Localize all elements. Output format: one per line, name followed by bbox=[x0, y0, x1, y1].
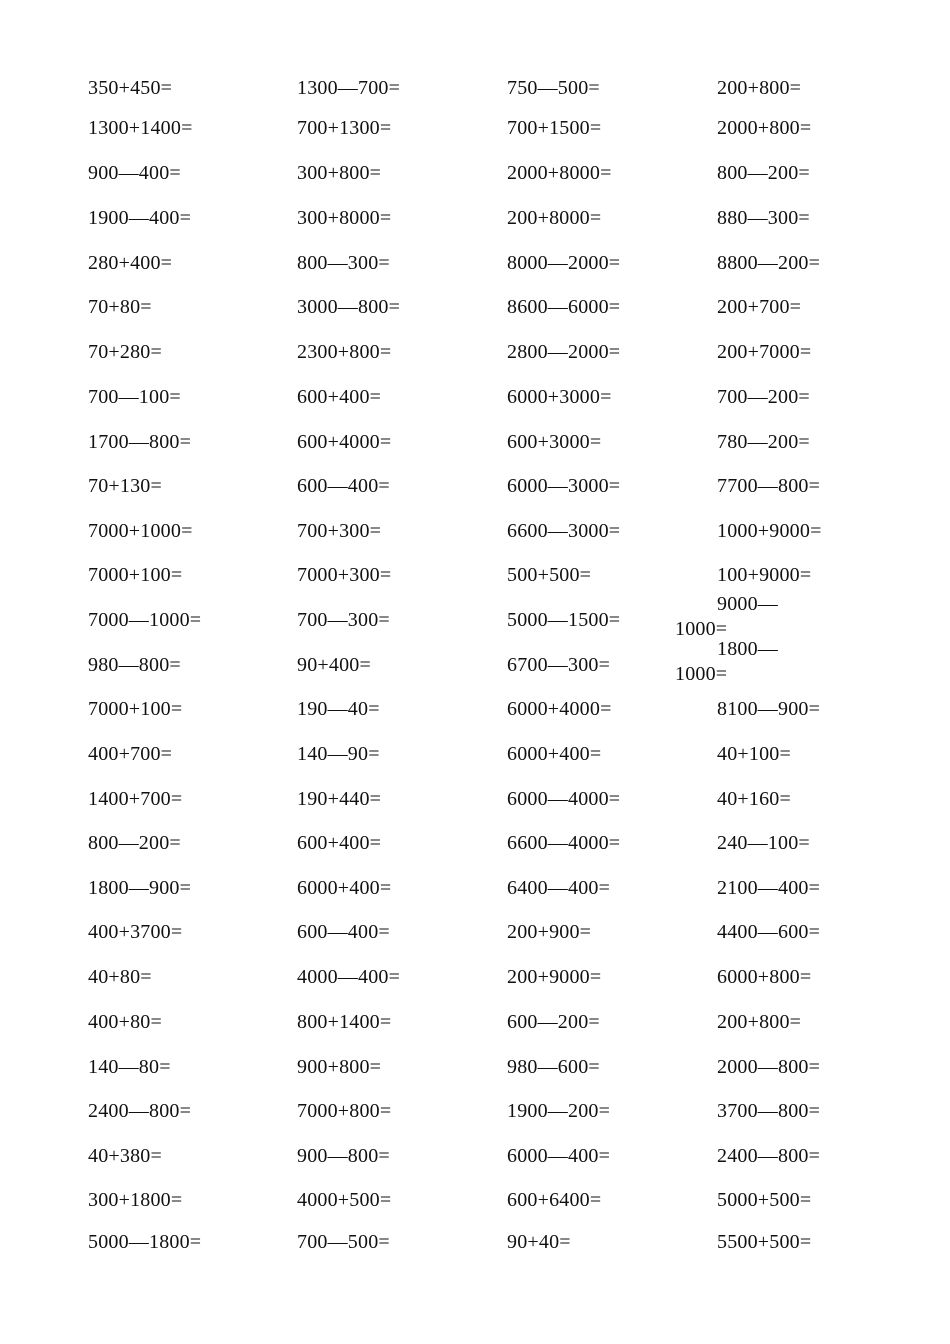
arithmetic-problem: 1400+700= bbox=[88, 788, 183, 810]
arithmetic-problem: 7000+300= bbox=[297, 564, 392, 586]
arithmetic-problem: 700+300= bbox=[297, 520, 382, 542]
arithmetic-problem: 2400—800= bbox=[717, 1145, 821, 1167]
problem-row bbox=[0, 593, 950, 642]
arithmetic-problem: 600—400= bbox=[297, 475, 390, 497]
arithmetic-problem: 1000+9000= bbox=[717, 520, 822, 542]
arithmetic-problem: 40+160= bbox=[717, 788, 791, 810]
arithmetic-problem: 90+40= bbox=[507, 1231, 571, 1253]
arithmetic-problem: 70+280= bbox=[88, 341, 162, 363]
arithmetic-problem: 6000—4000= bbox=[507, 788, 621, 810]
arithmetic-problem: 190+440= bbox=[297, 788, 382, 810]
arithmetic-problem: 6000+3000= bbox=[507, 386, 612, 408]
problem-row bbox=[0, 1220, 950, 1264]
arithmetic-problem: 900—800= bbox=[297, 1145, 390, 1167]
arithmetic-problem: 6000+400= bbox=[507, 743, 602, 765]
arithmetic-problem: 190—40= bbox=[297, 698, 380, 720]
arithmetic-problem: 6700—300= bbox=[507, 654, 611, 676]
arithmetic-problem: 6000+800= bbox=[717, 966, 812, 988]
arithmetic-problem: 7000—1000= bbox=[88, 609, 202, 631]
arithmetic-problem: 2100—400= bbox=[717, 877, 821, 899]
arithmetic-problem: 100+9000= bbox=[717, 564, 812, 586]
problem-row bbox=[0, 196, 950, 240]
problem-row bbox=[0, 821, 950, 865]
arithmetic-problem: 1900—400= bbox=[88, 207, 192, 229]
arithmetic-problem: 2000+8000= bbox=[507, 162, 612, 184]
problem-row bbox=[0, 638, 950, 687]
arithmetic-problem: 350+450= bbox=[88, 77, 173, 99]
problem-row bbox=[0, 1089, 950, 1133]
arithmetic-problem: 200+800= bbox=[717, 1011, 802, 1033]
arithmetic-problem: 240—100= bbox=[717, 832, 810, 854]
arithmetic-problem: 1300—700= bbox=[297, 77, 401, 99]
problem-row bbox=[0, 151, 950, 195]
arithmetic-problem: 2800—2000= bbox=[507, 341, 621, 363]
arithmetic-problem: 4000—400= bbox=[297, 966, 401, 988]
arithmetic-problem: 300+800= bbox=[297, 162, 382, 184]
arithmetic-problem: 300+8000= bbox=[297, 207, 392, 229]
problem-line-1: 1800— bbox=[717, 638, 778, 660]
problem-row bbox=[0, 553, 950, 597]
arithmetic-problem: 5000—1800= bbox=[88, 1231, 202, 1253]
arithmetic-problem: 1300+1400= bbox=[88, 117, 193, 139]
problem-row bbox=[0, 420, 950, 464]
arithmetic-problem: 280+400= bbox=[88, 252, 173, 274]
arithmetic-problem: 600+6400= bbox=[507, 1189, 602, 1211]
problem-row bbox=[0, 910, 950, 954]
problem-row bbox=[0, 955, 950, 999]
arithmetic-problem: 600+4000= bbox=[297, 431, 392, 453]
arithmetic-problem: 6000+4000= bbox=[507, 698, 612, 720]
problem-line-2: 1000= bbox=[675, 664, 728, 680]
arithmetic-problem: 90+400= bbox=[297, 654, 371, 676]
problem-row bbox=[0, 866, 950, 910]
arithmetic-problem: 800—200= bbox=[717, 162, 810, 184]
arithmetic-problem: 6400—400= bbox=[507, 877, 611, 899]
problem-row bbox=[0, 1178, 950, 1222]
arithmetic-problem: 140—80= bbox=[88, 1056, 171, 1078]
arithmetic-problem: 200+700= bbox=[717, 296, 802, 318]
arithmetic-problem: 1900—200= bbox=[507, 1100, 611, 1122]
problem-line-2: 1000= bbox=[675, 619, 728, 635]
arithmetic-problem: 700—300= bbox=[297, 609, 390, 631]
arithmetic-problem: 1800—900= bbox=[88, 877, 192, 899]
problem-row bbox=[0, 687, 950, 731]
arithmetic-problem: 7700—800= bbox=[717, 475, 821, 497]
arithmetic-problem: 6000—400= bbox=[507, 1145, 611, 1167]
arithmetic-problem: 980—600= bbox=[507, 1056, 600, 1078]
problem-row bbox=[0, 66, 950, 110]
arithmetic-problem: 40+380= bbox=[88, 1145, 162, 1167]
arithmetic-problem: 2000—800= bbox=[717, 1056, 821, 1078]
problem-row bbox=[0, 732, 950, 776]
arithmetic-problem: 2400—800= bbox=[88, 1100, 192, 1122]
arithmetic-problem: 3700—800= bbox=[717, 1100, 821, 1122]
arithmetic-problem: 2000+800= bbox=[717, 117, 812, 139]
arithmetic-problem: 800+1400= bbox=[297, 1011, 392, 1033]
arithmetic-problem: 7000+100= bbox=[88, 564, 183, 586]
arithmetic-problem: 5000—1500= bbox=[507, 609, 621, 631]
problem-row bbox=[0, 106, 950, 150]
arithmetic-problem: 600+400= bbox=[297, 832, 382, 854]
arithmetic-problem: 600—400= bbox=[297, 921, 390, 943]
arithmetic-problem: 700—200= bbox=[717, 386, 810, 408]
arithmetic-problem: 200+7000= bbox=[717, 341, 812, 363]
problem-row bbox=[0, 330, 950, 374]
arithmetic-problem: 780—200= bbox=[717, 431, 810, 453]
arithmetic-problem: 8800—200= bbox=[717, 252, 821, 274]
arithmetic-problem: 500+500= bbox=[507, 564, 592, 586]
arithmetic-problem: 200+900= bbox=[507, 921, 592, 943]
arithmetic-problem: 800—200= bbox=[88, 832, 181, 854]
arithmetic-problem: 70+80= bbox=[88, 296, 152, 318]
arithmetic-problem: 8100—900= bbox=[717, 698, 821, 720]
arithmetic-problem: 400+80= bbox=[88, 1011, 162, 1033]
arithmetic-problem: 8600—6000= bbox=[507, 296, 621, 318]
arithmetic-problem: 750—500= bbox=[507, 77, 600, 99]
problem-row bbox=[0, 777, 950, 821]
arithmetic-problem: 40+100= bbox=[717, 743, 791, 765]
arithmetic-problem: 200+800= bbox=[717, 77, 802, 99]
arithmetic-problem: 400+3700= bbox=[88, 921, 183, 943]
arithmetic-problem: 800—300= bbox=[297, 252, 390, 274]
arithmetic-problem: 300+1800= bbox=[88, 1189, 183, 1211]
arithmetic-problem: 6600—3000= bbox=[507, 520, 621, 542]
arithmetic-problem: 70+130= bbox=[88, 475, 162, 497]
problem-row bbox=[0, 464, 950, 508]
arithmetic-problem: 6600—4000= bbox=[507, 832, 621, 854]
arithmetic-problem: 900—400= bbox=[88, 162, 181, 184]
arithmetic-problem: 6000—3000= bbox=[507, 475, 621, 497]
problem-row bbox=[0, 1134, 950, 1178]
arithmetic-problem: 4000+500= bbox=[297, 1189, 392, 1211]
arithmetic-problem: 2300+800= bbox=[297, 341, 392, 363]
arithmetic-problem: 7000+800= bbox=[297, 1100, 392, 1122]
arithmetic-problem: 980—800= bbox=[88, 654, 181, 676]
arithmetic-problem: 700+1500= bbox=[507, 117, 602, 139]
problem-row bbox=[0, 241, 950, 285]
problem-row bbox=[0, 285, 950, 329]
arithmetic-problem: 7000+1000= bbox=[88, 520, 193, 542]
arithmetic-problem: 5000+500= bbox=[717, 1189, 812, 1211]
problem-row bbox=[0, 1000, 950, 1044]
arithmetic-problem: 4400—600= bbox=[717, 921, 821, 943]
arithmetic-problem: 600+400= bbox=[297, 386, 382, 408]
arithmetic-problem: 8000—2000= bbox=[507, 252, 621, 274]
arithmetic-problem: 880—300= bbox=[717, 207, 810, 229]
arithmetic-problem: 1700—800= bbox=[88, 431, 192, 453]
problem-row bbox=[0, 375, 950, 419]
arithmetic-problem: 700+1300= bbox=[297, 117, 392, 139]
arithmetic-problem: 3000—800= bbox=[297, 296, 401, 318]
arithmetic-problem: 40+80= bbox=[88, 966, 152, 988]
arithmetic-problem: 600—200= bbox=[507, 1011, 600, 1033]
problem-row bbox=[0, 1045, 950, 1089]
arithmetic-problem: 140—90= bbox=[297, 743, 380, 765]
arithmetic-problem: 5500+500= bbox=[717, 1231, 812, 1253]
problem-row bbox=[0, 509, 950, 553]
arithmetic-problem: 700—500= bbox=[297, 1231, 390, 1253]
arithmetic-problem: 900+800= bbox=[297, 1056, 382, 1078]
arithmetic-problem: 200+9000= bbox=[507, 966, 602, 988]
arithmetic-problem: 400+700= bbox=[88, 743, 173, 765]
problem-line-1: 9000— bbox=[717, 593, 778, 615]
arithmetic-problem: 700—100= bbox=[88, 386, 181, 408]
arithmetic-problem: 7000+100= bbox=[88, 698, 183, 720]
arithmetic-problem: 6000+400= bbox=[297, 877, 392, 899]
arithmetic-problem: 600+3000= bbox=[507, 431, 602, 453]
arithmetic-problem: 200+8000= bbox=[507, 207, 602, 229]
